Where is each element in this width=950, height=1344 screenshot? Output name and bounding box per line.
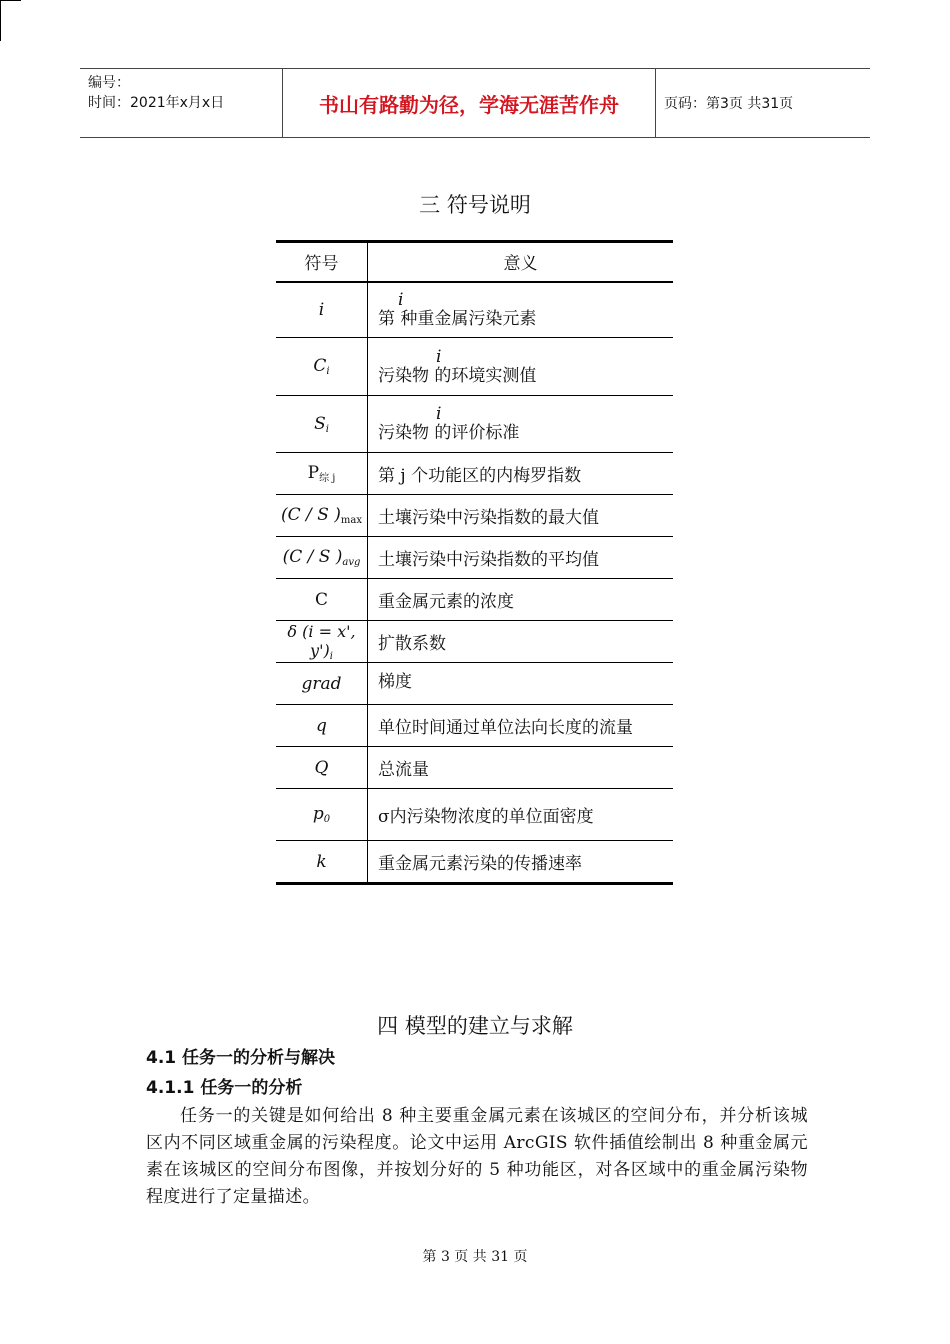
table-row — [276, 282, 673, 338]
col-header-symbol: 符号 — [276, 242, 368, 282]
table-row — [276, 338, 673, 396]
symbol-main: (C / S ) — [282, 547, 343, 567]
page-footer: 第 3 页 共 31 页 — [422, 1249, 528, 1265]
number-label: 编号： — [88, 75, 130, 91]
meaning-text: 污染物 的评价标准 — [378, 423, 520, 443]
meaning-cell — [368, 338, 674, 396]
symbol-cell — [276, 495, 368, 537]
heading-4-1: 4.1 任务一的分析与解决 — [146, 1048, 336, 1068]
symbol-cell: Q — [276, 747, 368, 789]
table-row — [276, 579, 673, 621]
meaning-cell: 梯度 — [368, 663, 674, 705]
meaning-cell: 重金属元素污染的传播速率 — [368, 841, 674, 884]
meaning-cell: 扩散系数 — [368, 621, 674, 663]
table-row — [276, 789, 673, 841]
symbol-main: P — [307, 463, 320, 483]
symbol-cell — [276, 396, 368, 453]
corner-crop-mark — [0, 0, 21, 41]
meaning-text: 污染物 的环境实测值 — [378, 365, 537, 386]
date-label: 时间：2021年x月x日 — [88, 95, 225, 111]
meaning-index: i — [436, 404, 442, 424]
meaning-cell — [368, 282, 674, 338]
table-row — [276, 841, 673, 884]
symbol-subscript: max — [340, 515, 362, 526]
meaning-cell — [368, 396, 674, 453]
heading-4-1-1: 4.1.1 任务一的分析 — [146, 1078, 303, 1098]
header-left — [88, 73, 224, 113]
symbol-cell: k — [276, 841, 368, 884]
meaning-cell: σ内污染物浓度的单位面密度 — [368, 789, 674, 841]
meaning-index: i — [398, 289, 404, 310]
meaning-index: i — [436, 346, 442, 367]
header-page-info: 页码：第3页 共31页 — [664, 96, 794, 112]
body-paragraph: 任务一的关键是如何给出 8 种主要重金属元素在该城区的空间分布，并分析该城区内不同区域重金属的污染程度。论文中运用 ArcGIS 软件插值绘制出 8 种重金属元素在该城区的空间分布图像，并按划分好的 5 种功能区，对各区域中的重金属污染物程度进行了定量描述。 — [146, 1106, 808, 1207]
table-row — [276, 396, 673, 453]
table-header-row — [276, 242, 673, 282]
symbol-cell: grad — [276, 663, 368, 705]
header-motto: 书山有路勤为径，学海无涯苦作舟 — [282, 69, 656, 137]
symbol-table — [276, 240, 673, 885]
symbol-cell: i — [276, 282, 368, 338]
symbol-main: S — [314, 413, 326, 434]
table-row — [276, 663, 673, 705]
symbol-subscript: 0 — [323, 814, 331, 825]
symbol-subscript: i — [325, 423, 329, 435]
table-row — [276, 495, 673, 537]
symbol-cell — [276, 789, 368, 841]
section-title-symbols: 三 符号说明 — [419, 193, 531, 217]
meaning-cell: 单位时间通过单位法向长度的流量 — [368, 705, 674, 747]
symbol-cell: C — [276, 579, 368, 621]
meaning-text: 第 种重金属污染元素 — [378, 308, 537, 329]
symbol-cell — [276, 453, 368, 495]
meaning-cell: 总流量 — [368, 747, 674, 789]
table-row — [276, 621, 673, 663]
table-row — [276, 453, 673, 495]
section-title-model: 四 模型的建立与求解 — [377, 1014, 573, 1038]
meaning-cell: 重金属元素的浓度 — [368, 579, 674, 621]
symbol-cell: q — [276, 705, 368, 747]
symbol-subscript: avg — [342, 557, 361, 568]
symbol-main: (C / S ) — [281, 505, 341, 525]
meaning-cell: 土壤污染中污染指数的平均值 — [368, 537, 674, 579]
symbol-cell — [276, 338, 368, 396]
symbol-main: C — [313, 356, 327, 376]
table-row — [276, 705, 673, 747]
col-header-meaning: 意义 — [368, 242, 674, 282]
meaning-cell: 第 j 个功能区的内梅罗指数 — [368, 453, 674, 495]
symbol-main: p — [312, 804, 324, 824]
meaning-cell: 土壤污染中污染指数的最大值 — [368, 495, 674, 537]
table-row — [276, 537, 673, 579]
symbol-cell — [276, 621, 368, 663]
symbol-main: δ (i = x', y') — [287, 621, 356, 660]
symbol-subscript: 综 j — [319, 473, 336, 484]
symbol-subscript: i — [326, 366, 330, 377]
table-row — [276, 747, 673, 789]
page-header — [80, 68, 870, 138]
symbol-subscript: i — [329, 650, 333, 662]
symbol-cell — [276, 537, 368, 579]
